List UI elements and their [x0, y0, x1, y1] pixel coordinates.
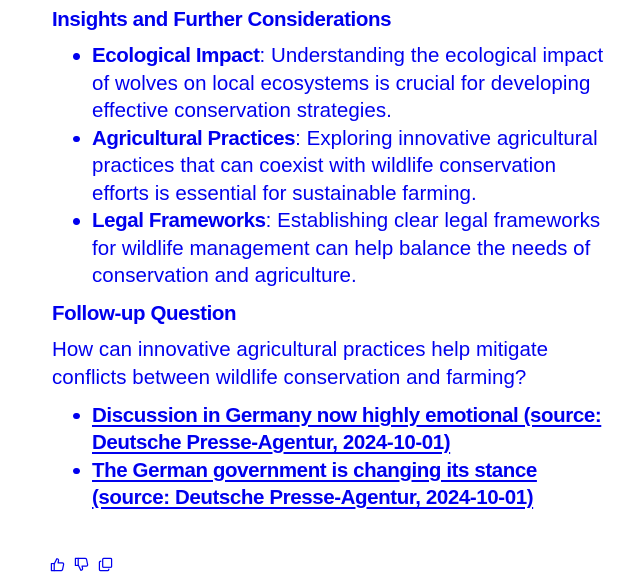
insight-text: : Exploring innovative agricultural practices that can coexist with wildlife conservation efforts is essential for sustainable farming.: [92, 126, 598, 205]
list-item: [92, 207, 612, 290]
message-actions: [48, 555, 114, 573]
insight-text: : Establishing clear legal frameworks for wildlife management can help balance the needs of conservation and agriculture.: [92, 209, 601, 287]
insight-term: Legal Frameworks: [92, 209, 266, 232]
followup-heading: Follow-up Question: [52, 301, 237, 325]
thumbs-down-button[interactable]: [72, 555, 90, 573]
list-item: [92, 125, 612, 208]
insight-term: Ecological Impact: [92, 44, 260, 67]
source-links-list: [52, 402, 612, 512]
thumbs-up-button[interactable]: [48, 555, 66, 573]
insight-term: Agricultural Practices: [92, 126, 296, 150]
source-link-discussion[interactable]: Discussion in Germany now highly emotional (source: Deutsche Presse-Agentur, 2024-10-01): [92, 403, 602, 454]
copy-button[interactable]: [96, 555, 114, 573]
source-link-government-stance[interactable]: The German government is changing its stance (source: Deutsche Presse-Agentur, 2024-10-01): [92, 458, 537, 509]
response-content: [52, 6, 612, 512]
thumbs-down-icon: [74, 557, 89, 572]
list-item: [92, 402, 612, 457]
list-item: [92, 457, 612, 512]
copy-icon: [98, 557, 113, 572]
thumbs-up-icon: [50, 557, 65, 572]
insights-heading: Insights and Further Considerations: [52, 8, 392, 31]
list-item: [92, 42, 612, 125]
insight-text: : Understanding the ecological impact of wolves on local ecosystems is crucial for developing effective conservation strategies.: [92, 44, 604, 122]
insights-list: [52, 42, 612, 290]
followup-question: How can innovative agricultural practices help mitigate conflicts between wildlife conservation and farming?: [52, 337, 549, 389]
